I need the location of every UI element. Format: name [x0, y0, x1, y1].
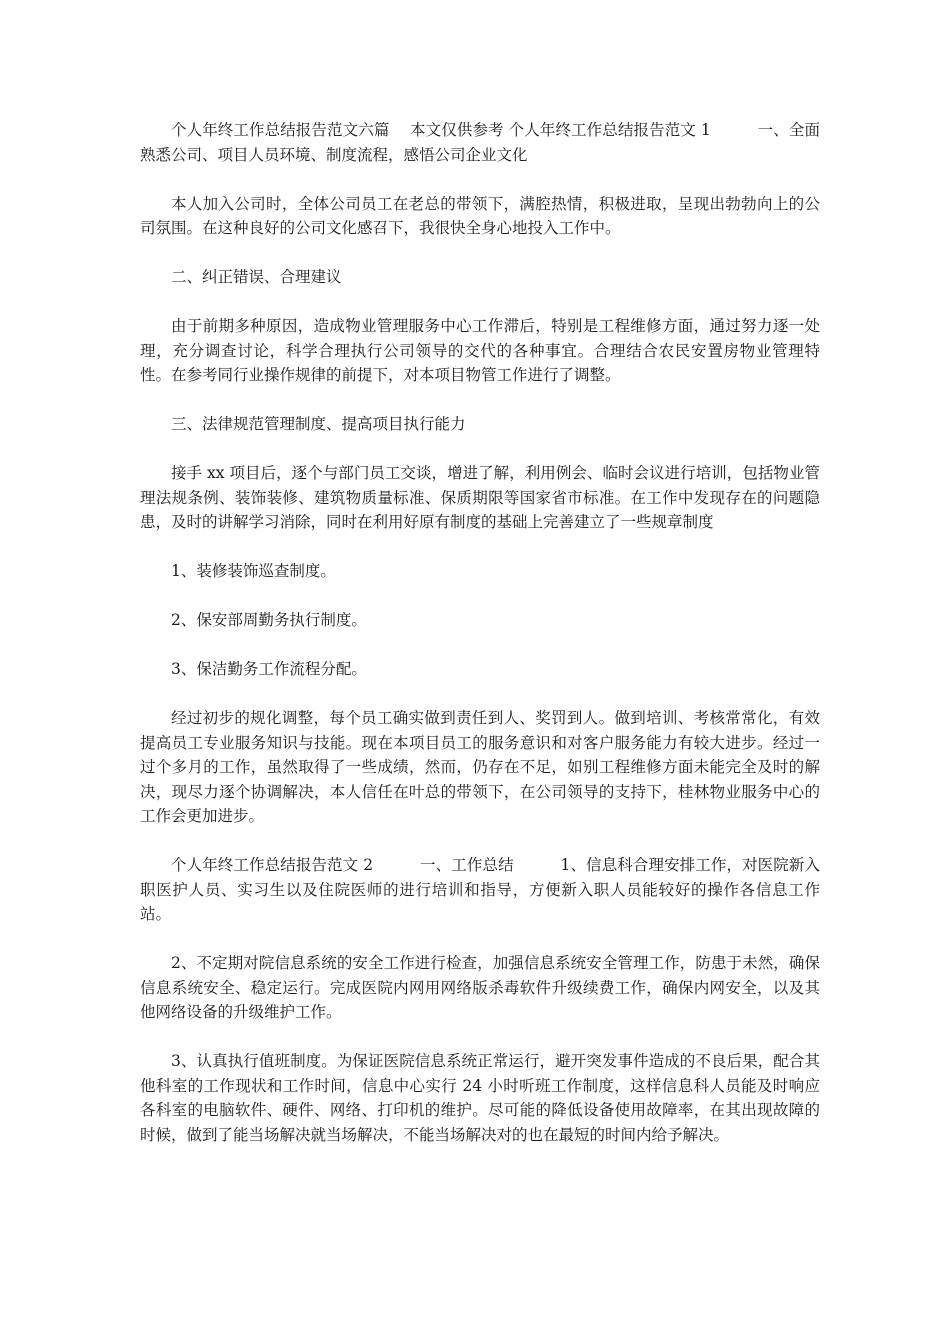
list-item: 2、保安部周勤务执行制度。 [171, 611, 367, 629]
paragraph: 接手 xx 项目后，逐个与部门员工交谈，增进了解，利用例会、临时会议进行培训，包括物业管理法规条例、装饰装修、建筑物质量标准、保质期限等国家省市标准。在工作中发现存在的问题隐患，及时的讲解学习消除，同时在利用好原有制度的基础上完善建立了一些规章制度 [140, 464, 820, 531]
section-heading: 二、纠正错误、合理建议 [171, 268, 342, 286]
paragraph: 3、认真执行值班制度。为保证医院信息系统正常运行，避开突发事件造成的不良后果，配合其他科室的工作现状和工作时间，信息中心实行 24 小时听班工作制度，这样信息科人员能及时响应各科室的电脑软件、硬件、网络、打印机的维护。尽可能的降低设备使用故障率，在其出现故障的时候，做到了能当场解决就当场解决，不能当场解决对的也在最短的时间内给予解决。 [140, 1052, 820, 1144]
document-body [140, 118, 820, 1172]
paragraph-intro: 个人年终工作总结报告范文六篇 本文仅供参考 个人年终工作总结报告范文 1 一、全面熟悉公司、项目人员环境、制度流程，感悟公司企业文化 [140, 121, 820, 164]
paragraph: 个人年终工作总结报告范文 2 一、工作总结 1、信息科合理安排工作，对医院新入职医护人员、实习生以及住院医师的进行培训和指导，方便新入职人员能较好的操作各信息工作站。 [140, 856, 820, 923]
paragraph: 2、不定期对院信息系统的安全工作进行检查，加强信息系统安全管理工作，防患于未然，确保信息系统安全、稳定运行。完成医院内网用网络版杀毒软件升级续费工作，确保内网安全，以及其他网络设备的升级维护工作。 [140, 954, 820, 1021]
list-item: 3、保洁勤务工作流程分配。 [171, 660, 367, 678]
paragraph: 由于前期多种原因，造成物业管理服务中心工作滞后，特别是工程维修方面，通过努力逐一处理，充分调查讨论，科学合理执行公司领导的交代的各种事宜。合理结合农民安置房物业管理特性。在参考同行业操作规律的前提下，对本项目物管工作进行了调整。 [140, 317, 820, 384]
list-item: 1、装修装饰巡查制度。 [171, 562, 336, 580]
paragraph: 本人加入公司时，全体公司员工在老总的带领下，满腔热情，积极进取，呈现出勃勃向上的公司氛围。在这种良好的公司文化感召下，我很快全身心地投入工作中。 [140, 194, 820, 237]
paragraph: 经过初步的规化调整，每个员工确实做到责任到人、奖罚到人。做到培训、考核常常化，有效提高员工专业服务知识与技能。现在本项目员工的服务意识和对客户服务能力有较大进步。经过一过个多月的工作，虽然取得了一些成绩，然而，仍存在不足，如别工程维修方面未能完全及时的解决，现尽力逐个协调解决，本人信任在叶总的带领下，在公司领导的支持下，桂林物业服务中心的工作会更加进步。 [140, 709, 820, 825]
section-heading: 三、法律规范管理制度、提高项目执行能力 [171, 415, 466, 433]
